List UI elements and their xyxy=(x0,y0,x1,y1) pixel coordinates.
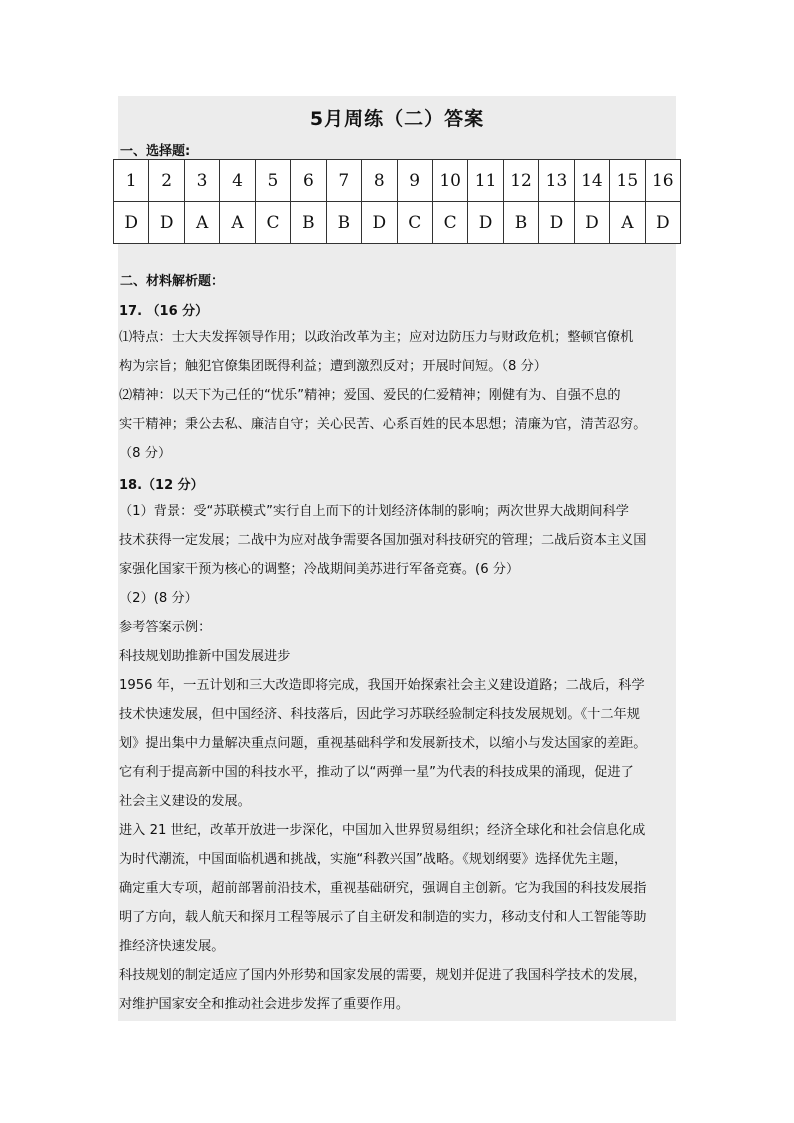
text-line: 科技规划的制定适应了国内外形势和国家发展的需要，规划并促进了我国科学技术的发展， xyxy=(119,968,647,983)
text-line: 明了方向，载人航天和探月工程等展示了自主研发和制造的实力，移动支付和人工智能等助 xyxy=(119,910,647,925)
answer-letter-cell: D xyxy=(114,202,149,244)
answer-letter-cell: D xyxy=(539,202,574,244)
question-number-cell: 1 xyxy=(114,160,149,202)
question-number-cell: 11 xyxy=(468,160,503,202)
question-number-cell: 12 xyxy=(503,160,538,202)
answer-letter-cell: D xyxy=(362,202,397,244)
answer-table-number-row xyxy=(114,160,681,202)
answer-letter-cell: B xyxy=(503,202,538,244)
answer-letter-cell: D xyxy=(645,202,680,244)
answer-letter-cell: D xyxy=(574,202,609,244)
question-18-heading: 18.（12 分） xyxy=(119,478,204,493)
answer-letter-cell: D xyxy=(468,202,503,244)
answer-letter-cell: A xyxy=(184,202,219,244)
text-line: 科技规划助推新中国发展进步 xyxy=(119,649,291,664)
text-line: 它有利于提高新中国的科技水平，推动了以“两弹一星”为代表的科技成果的涌现，促进了 xyxy=(119,765,634,780)
page-title: 5月周练（二）答案 xyxy=(309,108,485,130)
question-number-cell: 7 xyxy=(326,160,361,202)
text-line: 对维护国家安全和推动社会进步发挥了重要作用。 xyxy=(119,997,410,1012)
question-17-heading: 17. （16 分） xyxy=(119,304,209,319)
text-line: 技术快速发展，但中国经济、科技落后，因此学习苏联经验制定科技发展规划。《十二年规 xyxy=(119,707,640,722)
question-number-cell: 5 xyxy=(255,160,290,202)
question-number-cell: 16 xyxy=(645,160,680,202)
text-line: （8 分） xyxy=(119,446,172,461)
text-line: ⑴特点：士大夫发挥领导作用；以政治改革为主；应对边防压力与财政危机；整顿官僚机 xyxy=(119,330,634,345)
text-line: 家强化国家干预为核心的调整；冷战期间美苏进行军备竞赛。(6 分） xyxy=(119,562,520,577)
answer-letter-cell: A xyxy=(220,202,255,244)
answer-table xyxy=(113,159,681,244)
text-line: 进入 21 世纪，改革开放进一步深化，中国加入世界贸易组织；经济全球化和社会信息化成 xyxy=(119,823,646,838)
text-line: 1956 年，一五计划和三大改造即将完成，我国开始探索社会主义建设道路；二战后，科学 xyxy=(119,678,645,693)
text-line: （1）背景：受“苏联模式”实行自上而下的计划经济体制的影响；两次世界大战期间科学 xyxy=(119,504,629,519)
answer-letter-cell: C xyxy=(255,202,290,244)
text-line: ⑵精神：以天下为己任的“忧乐”精神；爱国、爱民的仁爱精神；刚健有为、自强不息的 xyxy=(119,388,621,403)
text-line: 参考答案示例： xyxy=(119,620,212,635)
question-number-cell: 15 xyxy=(610,160,645,202)
text-line: 社会主义建设的发展。 xyxy=(119,794,251,809)
question-number-cell: 6 xyxy=(291,160,326,202)
answer-table-answer-row xyxy=(114,202,681,244)
text-line: 技术获得一定发展；二战中为应对战争需要各国加强对科技研究的管理；二战后资本主义国 xyxy=(119,533,647,548)
answer-letter-cell: C xyxy=(432,202,467,244)
question-number-cell: 13 xyxy=(539,160,574,202)
question-number-cell: 9 xyxy=(397,160,432,202)
answer-letter-cell: D xyxy=(149,202,184,244)
answer-letter-cell: B xyxy=(326,202,361,244)
question-number-cell: 4 xyxy=(220,160,255,202)
section-heading-material: 二、材料解析题： xyxy=(120,274,225,289)
text-line: 构为宗旨；触犯官僚集团既得利益；遭到激烈反对；开展时间短。（8 分） xyxy=(119,359,547,374)
text-line: （2）(8 分） xyxy=(119,591,198,606)
answer-letter-cell: B xyxy=(291,202,326,244)
section-heading-choice: 一、选择题: xyxy=(120,144,191,159)
question-number-cell: 3 xyxy=(184,160,219,202)
question-number-cell: 2 xyxy=(149,160,184,202)
question-number-cell: 8 xyxy=(362,160,397,202)
question-number-cell: 14 xyxy=(574,160,609,202)
text-line: 确定重大专项，超前部署前沿技术，重视基础研究，强调自主创新。它为我国的科技发展指 xyxy=(119,881,647,896)
text-line: 划》提出集中力量解决重点问题，重视基础科学和发展新技术，以缩小与发达国家的差距。 xyxy=(119,736,647,751)
answer-letter-cell: A xyxy=(610,202,645,244)
question-18-answer xyxy=(119,497,679,1019)
answer-letter-cell: C xyxy=(397,202,432,244)
text-line: 推经济快速发展。 xyxy=(119,939,225,954)
question-17-answer xyxy=(119,323,679,468)
text-line: 为时代潮流，中国面临机遇和挑战，实施“科教兴国”战略。《规划纲要》选择优先主题， xyxy=(119,852,628,867)
question-number-cell: 10 xyxy=(432,160,467,202)
text-line: 实干精神；秉公去私、廉洁自守；关心民苦、心系百姓的民本思想；清廉为官，清苦忍穷。 xyxy=(119,417,647,432)
